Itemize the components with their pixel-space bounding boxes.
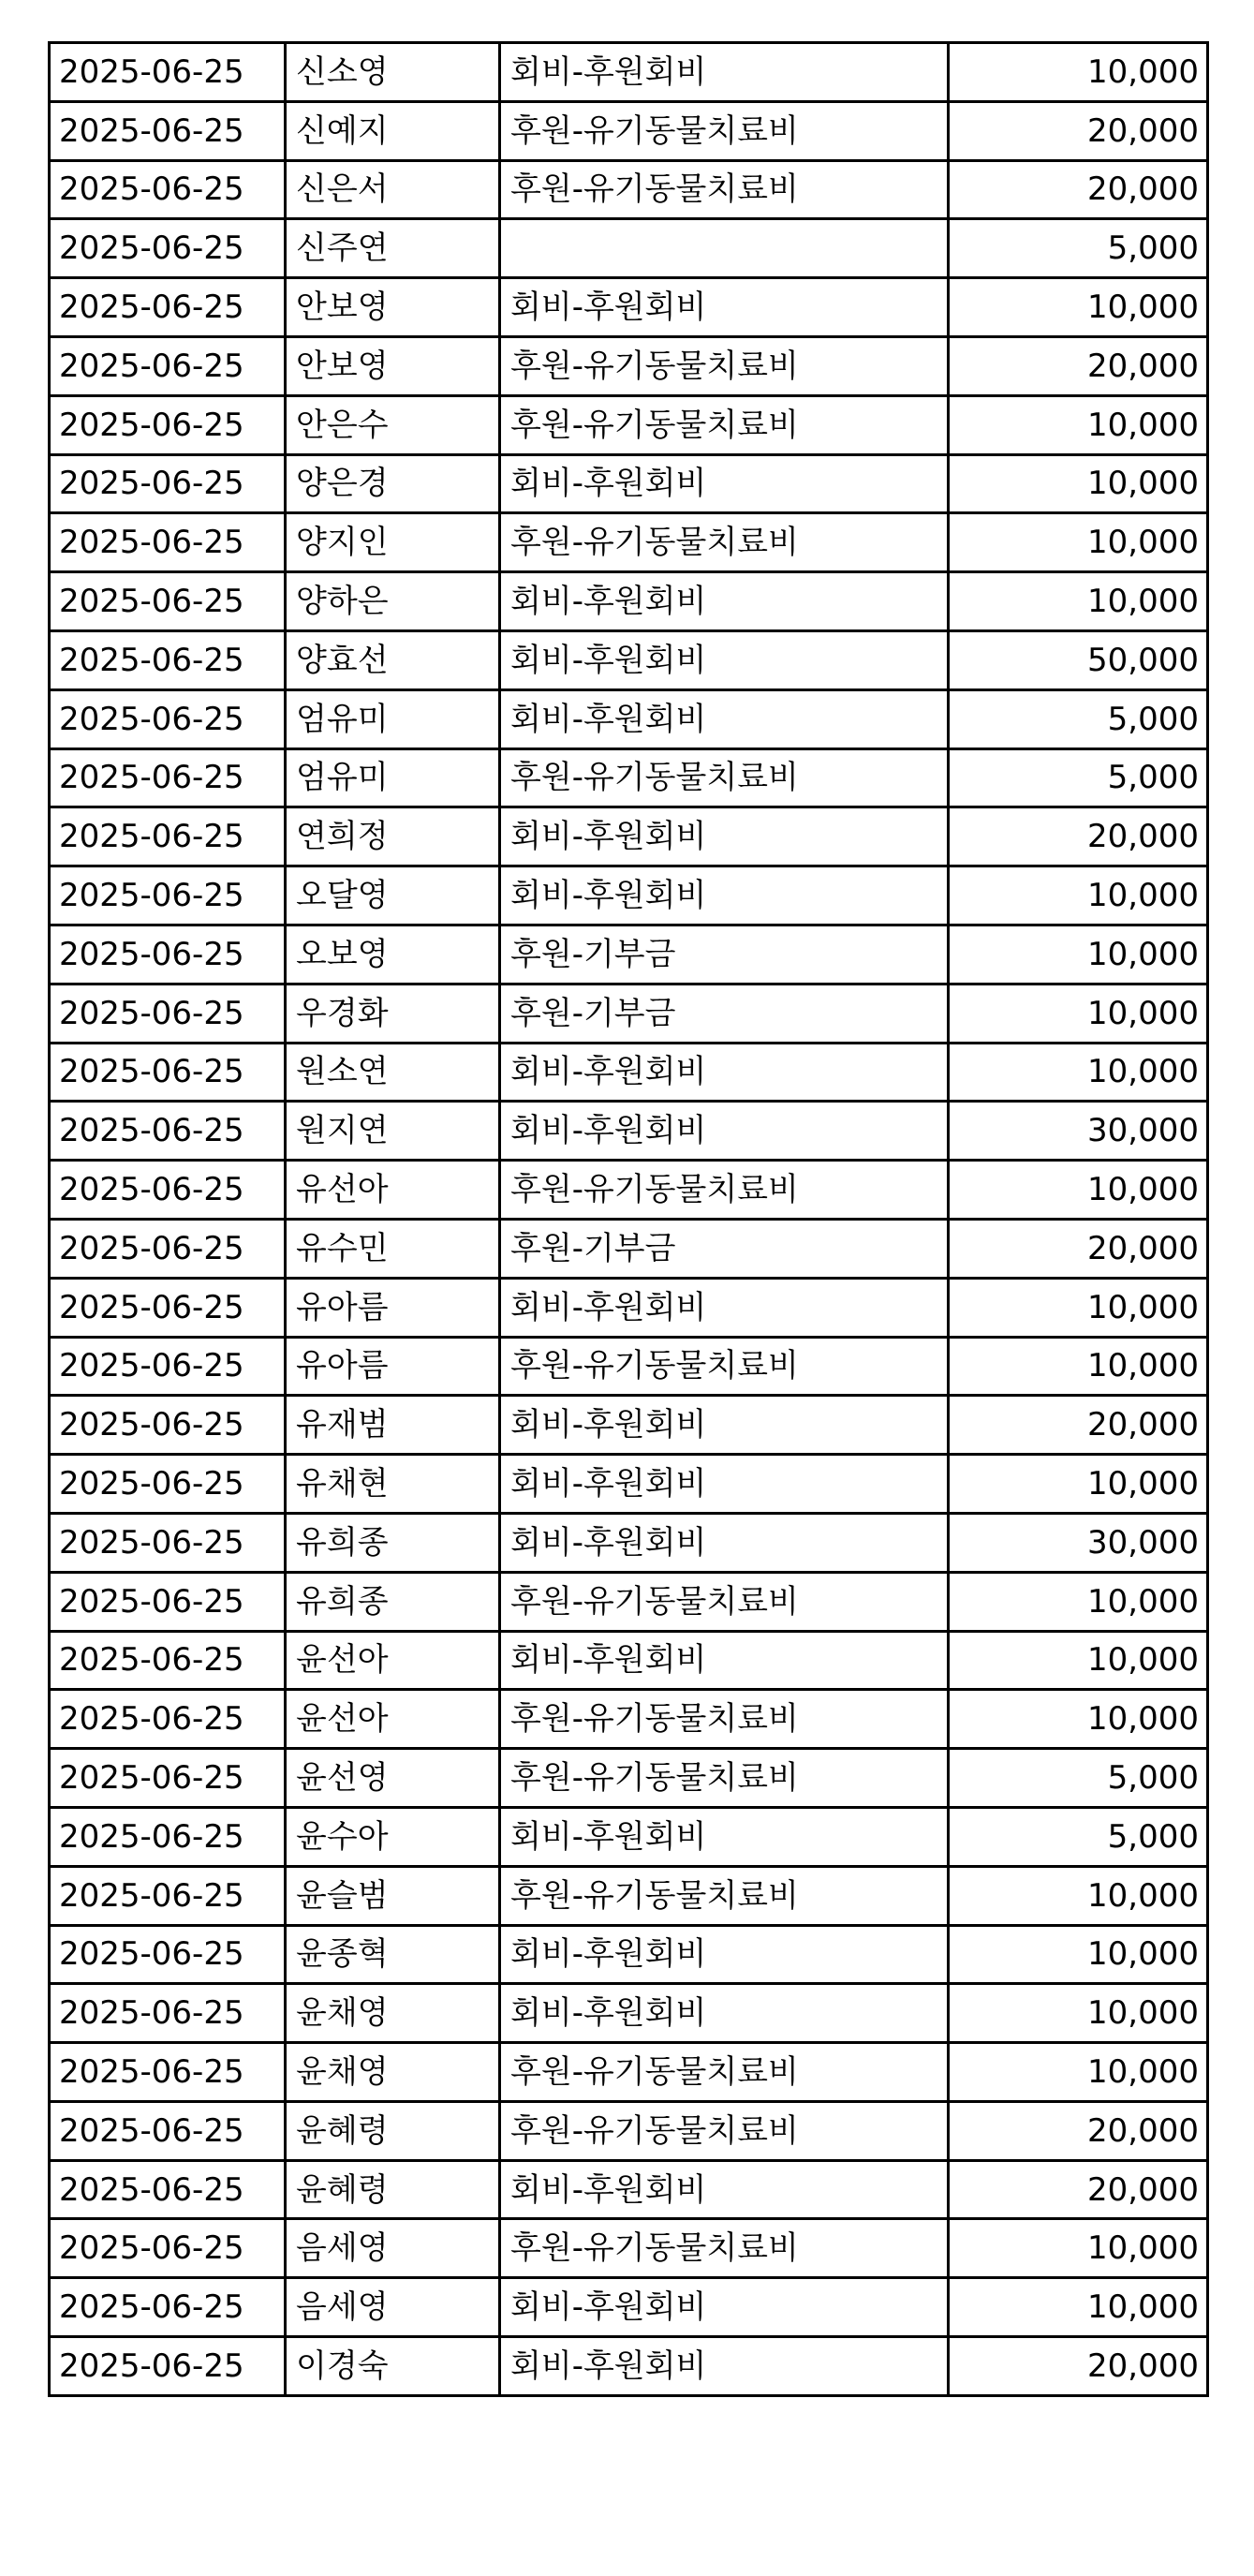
name-cell: 유재범: [286, 1396, 500, 1455]
table-row: [50, 2160, 1208, 2219]
name-cell: 이경숙: [286, 2337, 500, 2396]
table-row: [50, 1513, 1208, 1572]
name-cell: 윤채영: [286, 1984, 500, 2043]
date-cell: 2025-06-25: [50, 2337, 286, 2396]
date-cell: 2025-06-25: [50, 219, 286, 278]
table-row: [50, 1807, 1208, 1866]
table-row: [50, 807, 1208, 866]
table-row: [50, 1161, 1208, 1220]
amount-cell: 20,000: [949, 1396, 1208, 1455]
date-cell: 2025-06-25: [50, 513, 286, 572]
name-cell: 윤슬범: [286, 1866, 500, 1925]
amount-cell: 10,000: [949, 1337, 1208, 1396]
amount-cell: 10,000: [949, 513, 1208, 572]
item-cell: 후원-기부금: [500, 1219, 949, 1278]
table-row: [50, 336, 1208, 395]
date-cell: 2025-06-25: [50, 1278, 286, 1337]
table-row: [50, 572, 1208, 631]
amount-cell: 10,000: [949, 1161, 1208, 1220]
date-cell: 2025-06-25: [50, 807, 286, 866]
name-cell: 원소연: [286, 1043, 500, 1102]
amount-cell: 20,000: [949, 1219, 1208, 1278]
item-cell: 회비-후원회비: [500, 454, 949, 513]
table-row: [50, 1396, 1208, 1455]
table-row: [50, 2101, 1208, 2160]
name-cell: 음세영: [286, 2219, 500, 2278]
amount-cell: 5,000: [949, 1749, 1208, 1808]
date-cell: 2025-06-25: [50, 572, 286, 631]
amount-cell: 10,000: [949, 1043, 1208, 1102]
amount-cell: 10,000: [949, 1690, 1208, 1749]
table-row: [50, 1925, 1208, 1984]
name-cell: 윤선영: [286, 1749, 500, 1808]
date-cell: 2025-06-25: [50, 1043, 286, 1102]
item-cell: 후원-유기동물치료비: [500, 101, 949, 160]
item-cell: 회비-후원회비: [500, 2278, 949, 2337]
item-cell: 후원-유기동물치료비: [500, 1690, 949, 1749]
table-row: [50, 2043, 1208, 2102]
item-cell: 후원-유기동물치료비: [500, 1161, 949, 1220]
amount-cell: 30,000: [949, 1513, 1208, 1572]
amount-cell: 10,000: [949, 1925, 1208, 1984]
name-cell: 윤선아: [286, 1690, 500, 1749]
item-cell: 회비-후원회비: [500, 807, 949, 866]
item-cell: 회비-후원회비: [500, 2337, 949, 2396]
amount-cell: 20,000: [949, 336, 1208, 395]
date-cell: 2025-06-25: [50, 1455, 286, 1514]
name-cell: 유수민: [286, 1219, 500, 1278]
name-cell: 윤수아: [286, 1807, 500, 1866]
item-cell: 회비-후원회비: [500, 278, 949, 337]
item-cell: 회비-후원회비: [500, 2160, 949, 2219]
table-row: [50, 1219, 1208, 1278]
name-cell: 신소영: [286, 43, 500, 102]
date-cell: 2025-06-25: [50, 866, 286, 925]
date-cell: 2025-06-25: [50, 630, 286, 689]
date-cell: 2025-06-25: [50, 2160, 286, 2219]
amount-cell: 20,000: [949, 101, 1208, 160]
name-cell: 유아름: [286, 1337, 500, 1396]
date-cell: 2025-06-25: [50, 454, 286, 513]
amount-cell: 10,000: [949, 43, 1208, 102]
name-cell: 오달영: [286, 866, 500, 925]
amount-cell: 10,000: [949, 1455, 1208, 1514]
name-cell: 안은수: [286, 395, 500, 454]
name-cell: 유선아: [286, 1161, 500, 1220]
date-cell: 2025-06-25: [50, 2043, 286, 2102]
item-cell: 후원-유기동물치료비: [500, 336, 949, 395]
table-row: [50, 1631, 1208, 1690]
item-cell: 회비-후원회비: [500, 1278, 949, 1337]
item-cell: 후원-기부금: [500, 925, 949, 984]
date-cell: 2025-06-25: [50, 1984, 286, 2043]
amount-cell: 10,000: [949, 2278, 1208, 2337]
name-cell: 윤선아: [286, 1631, 500, 1690]
item-cell: 후원-유기동물치료비: [500, 1749, 949, 1808]
item-cell: 후원-유기동물치료비: [500, 395, 949, 454]
amount-cell: 30,000: [949, 1102, 1208, 1161]
date-cell: 2025-06-25: [50, 2278, 286, 2337]
date-cell: 2025-06-25: [50, 1337, 286, 1396]
name-cell: 연희정: [286, 807, 500, 866]
table-row: [50, 219, 1208, 278]
date-cell: 2025-06-25: [50, 1396, 286, 1455]
item-cell: 후원-유기동물치료비: [500, 1866, 949, 1925]
amount-cell: 20,000: [949, 2337, 1208, 2396]
name-cell: 유희종: [286, 1513, 500, 1572]
date-cell: 2025-06-25: [50, 2219, 286, 2278]
date-cell: 2025-06-25: [50, 101, 286, 160]
item-cell: 후원-유기동물치료비: [500, 160, 949, 219]
table-row: [50, 1690, 1208, 1749]
ledger-body: [50, 43, 1208, 2396]
amount-cell: 20,000: [949, 807, 1208, 866]
amount-cell: 20,000: [949, 2160, 1208, 2219]
amount-cell: 10,000: [949, 925, 1208, 984]
table-row: [50, 748, 1208, 807]
table-row: [50, 278, 1208, 337]
table-row: [50, 1278, 1208, 1337]
name-cell: 신은서: [286, 160, 500, 219]
date-cell: 2025-06-25: [50, 278, 286, 337]
table-row: [50, 513, 1208, 572]
table-row: [50, 1337, 1208, 1396]
name-cell: 양효선: [286, 630, 500, 689]
amount-cell: 10,000: [949, 1984, 1208, 2043]
name-cell: 오보영: [286, 925, 500, 984]
item-cell: 후원-유기동물치료비: [500, 1337, 949, 1396]
date-cell: 2025-06-25: [50, 1513, 286, 1572]
name-cell: 양하은: [286, 572, 500, 631]
date-cell: 2025-06-25: [50, 748, 286, 807]
name-cell: 유채현: [286, 1455, 500, 1514]
item-cell: 회비-후원회비: [500, 1807, 949, 1866]
amount-cell: 10,000: [949, 278, 1208, 337]
amount-cell: 10,000: [949, 454, 1208, 513]
item-cell: 회비-후원회비: [500, 1396, 949, 1455]
amount-cell: 10,000: [949, 2219, 1208, 2278]
item-cell: 회비-후원회비: [500, 1925, 949, 1984]
table-row: [50, 925, 1208, 984]
donation-ledger-table: [48, 41, 1209, 2397]
table-row: [50, 1572, 1208, 1631]
date-cell: 2025-06-25: [50, 925, 286, 984]
name-cell: 윤채영: [286, 2043, 500, 2102]
amount-cell: 50,000: [949, 630, 1208, 689]
name-cell: 신예지: [286, 101, 500, 160]
date-cell: 2025-06-25: [50, 1925, 286, 1984]
amount-cell: 10,000: [949, 1572, 1208, 1631]
table-row: [50, 1043, 1208, 1102]
table-row: [50, 2337, 1208, 2396]
date-cell: 2025-06-25: [50, 1572, 286, 1631]
amount-cell: 10,000: [949, 2043, 1208, 2102]
amount-cell: 20,000: [949, 160, 1208, 219]
amount-cell: 10,000: [949, 395, 1208, 454]
table-row: [50, 1102, 1208, 1161]
name-cell: 안보영: [286, 278, 500, 337]
item-cell: 회비-후원회비: [500, 1513, 949, 1572]
item-cell: 회비-후원회비: [500, 866, 949, 925]
table-row: [50, 160, 1208, 219]
date-cell: 2025-06-25: [50, 1866, 286, 1925]
date-cell: 2025-06-25: [50, 689, 286, 748]
date-cell: 2025-06-25: [50, 1161, 286, 1220]
item-cell: 회비-후원회비: [500, 1631, 949, 1690]
date-cell: 2025-06-25: [50, 1102, 286, 1161]
item-cell: 후원-유기동물치료비: [500, 748, 949, 807]
table-row: [50, 454, 1208, 513]
name-cell: 양은경: [286, 454, 500, 513]
item-cell: 회비-후원회비: [500, 689, 949, 748]
table-row: [50, 1455, 1208, 1514]
amount-cell: 10,000: [949, 984, 1208, 1043]
item-cell: 후원-유기동물치료비: [500, 2219, 949, 2278]
name-cell: 양지인: [286, 513, 500, 572]
date-cell: 2025-06-25: [50, 43, 286, 102]
name-cell: 우경화: [286, 984, 500, 1043]
item-cell: 회비-후원회비: [500, 572, 949, 631]
item-cell: 후원-유기동물치료비: [500, 2101, 949, 2160]
amount-cell: 10,000: [949, 1278, 1208, 1337]
table-row: [50, 984, 1208, 1043]
date-cell: 2025-06-25: [50, 395, 286, 454]
table-row: [50, 630, 1208, 689]
amount-cell: 10,000: [949, 1866, 1208, 1925]
table-row: [50, 1984, 1208, 2043]
item-cell: 회비-후원회비: [500, 1043, 949, 1102]
name-cell: 엄유미: [286, 689, 500, 748]
table-row: [50, 43, 1208, 102]
date-cell: 2025-06-25: [50, 2101, 286, 2160]
item-cell: 회비-후원회비: [500, 630, 949, 689]
item-cell: 후원-유기동물치료비: [500, 1572, 949, 1631]
name-cell: 유아름: [286, 1278, 500, 1337]
date-cell: 2025-06-25: [50, 336, 286, 395]
table-row: [50, 1866, 1208, 1925]
table-row: [50, 395, 1208, 454]
table-row: [50, 866, 1208, 925]
amount-cell: 5,000: [949, 689, 1208, 748]
date-cell: 2025-06-25: [50, 1749, 286, 1808]
name-cell: 윤혜령: [286, 2160, 500, 2219]
amount-cell: 20,000: [949, 2101, 1208, 2160]
amount-cell: 10,000: [949, 1631, 1208, 1690]
amount-cell: 10,000: [949, 572, 1208, 631]
name-cell: 윤종혁: [286, 1925, 500, 1984]
date-cell: 2025-06-25: [50, 1690, 286, 1749]
item-cell: 회비-후원회비: [500, 43, 949, 102]
name-cell: 유희종: [286, 1572, 500, 1631]
amount-cell: 5,000: [949, 1807, 1208, 1866]
item-cell: 후원-기부금: [500, 984, 949, 1043]
name-cell: 신주연: [286, 219, 500, 278]
name-cell: 윤혜령: [286, 2101, 500, 2160]
date-cell: 2025-06-25: [50, 1631, 286, 1690]
item-cell: 후원-유기동물치료비: [500, 513, 949, 572]
table-row: [50, 101, 1208, 160]
item-cell: 회비-후원회비: [500, 1455, 949, 1514]
name-cell: 안보영: [286, 336, 500, 395]
table-row: [50, 1749, 1208, 1808]
table-row: [50, 2278, 1208, 2337]
date-cell: 2025-06-25: [50, 984, 286, 1043]
amount-cell: 5,000: [949, 748, 1208, 807]
name-cell: 음세영: [286, 2278, 500, 2337]
date-cell: 2025-06-25: [50, 1807, 286, 1866]
table-row: [50, 2219, 1208, 2278]
date-cell: 2025-06-25: [50, 1219, 286, 1278]
name-cell: 원지연: [286, 1102, 500, 1161]
item-cell: [500, 219, 949, 278]
date-cell: 2025-06-25: [50, 160, 286, 219]
table-row: [50, 689, 1208, 748]
amount-cell: 10,000: [949, 866, 1208, 925]
name-cell: 엄유미: [286, 748, 500, 807]
item-cell: 후원-유기동물치료비: [500, 2043, 949, 2102]
item-cell: 회비-후원회비: [500, 1102, 949, 1161]
item-cell: 회비-후원회비: [500, 1984, 949, 2043]
amount-cell: 5,000: [949, 219, 1208, 278]
